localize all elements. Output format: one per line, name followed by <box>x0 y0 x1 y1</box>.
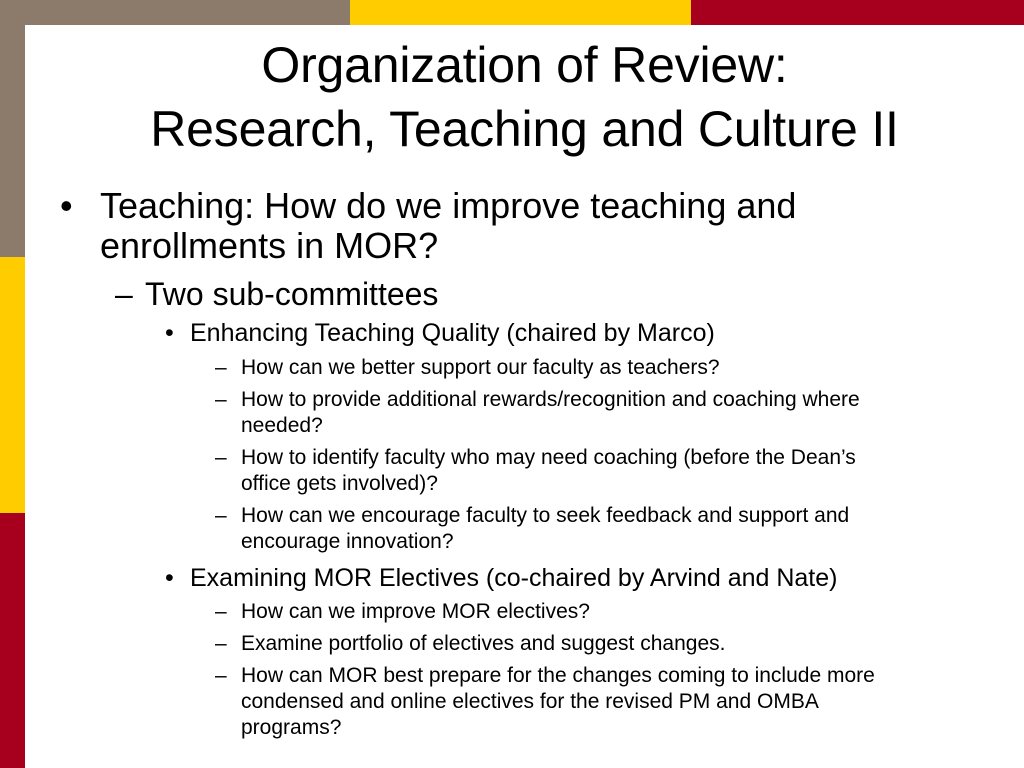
question-text-line-1: How to identify faculty who may need coaching (before the Dean’s <box>241 446 856 469</box>
left-bar-gold <box>0 257 25 513</box>
title-line-1: Organization of Review: <box>261 37 788 93</box>
bullet-marker: • <box>165 564 174 592</box>
dash-marker: – <box>215 446 227 469</box>
top-bar-gold <box>350 0 691 25</box>
dash-marker: – <box>215 600 227 623</box>
question-text-line-2: encourage innovation? <box>241 530 454 553</box>
title-line-2: Research, Teaching and Culture II <box>150 101 899 157</box>
dash-marker: – <box>215 388 227 411</box>
bullet-marker: • <box>165 319 174 347</box>
question-text-line-2: needed? <box>241 414 323 437</box>
teaching-line-2: enrollments in MOR? <box>100 225 439 266</box>
question-text: How can we improve MOR electives? <box>241 600 590 623</box>
slide-title <box>25 33 1024 161</box>
dash-marker: – <box>215 632 227 655</box>
dash-marker: – <box>215 356 227 379</box>
teaching-line-1: Teaching: How do we improve teaching and <box>100 185 797 226</box>
top-bar-red <box>691 0 1024 25</box>
subcommittees-text: Two sub-committees <box>145 276 439 312</box>
question-text-line-2: office gets involved)? <box>241 472 438 495</box>
top-bar-taupe <box>0 0 350 25</box>
question-text-line-3: programs? <box>241 716 342 739</box>
question-text-line-2: condensed and online electives for the revised PM and OMBA <box>241 690 819 713</box>
teaching-quality-heading: Enhancing Teaching Quality (chaired by Marco) <box>190 319 715 347</box>
dash-marker: – <box>215 664 227 687</box>
electives-heading: Examining MOR Electives (co-chaired by Arvind and Nate) <box>190 564 838 592</box>
question-text-line-1: How can MOR best prepare for the changes coming to include more <box>241 664 875 687</box>
left-bar-red <box>0 513 25 768</box>
question-text-line-1: How can we encourage faculty to seek feedback and support and <box>241 504 850 527</box>
dash-marker: – <box>115 276 133 312</box>
left-bar-taupe <box>0 25 25 257</box>
question-text-line-1: How to provide additional rewards/recognition and coaching where <box>241 388 860 411</box>
bullet-marker: • <box>60 185 73 226</box>
question-text: How can we better support our faculty as teachers? <box>241 356 720 379</box>
question-text: Examine portfolio of electives and suggest changes. <box>241 632 726 655</box>
dash-marker: – <box>215 504 227 527</box>
